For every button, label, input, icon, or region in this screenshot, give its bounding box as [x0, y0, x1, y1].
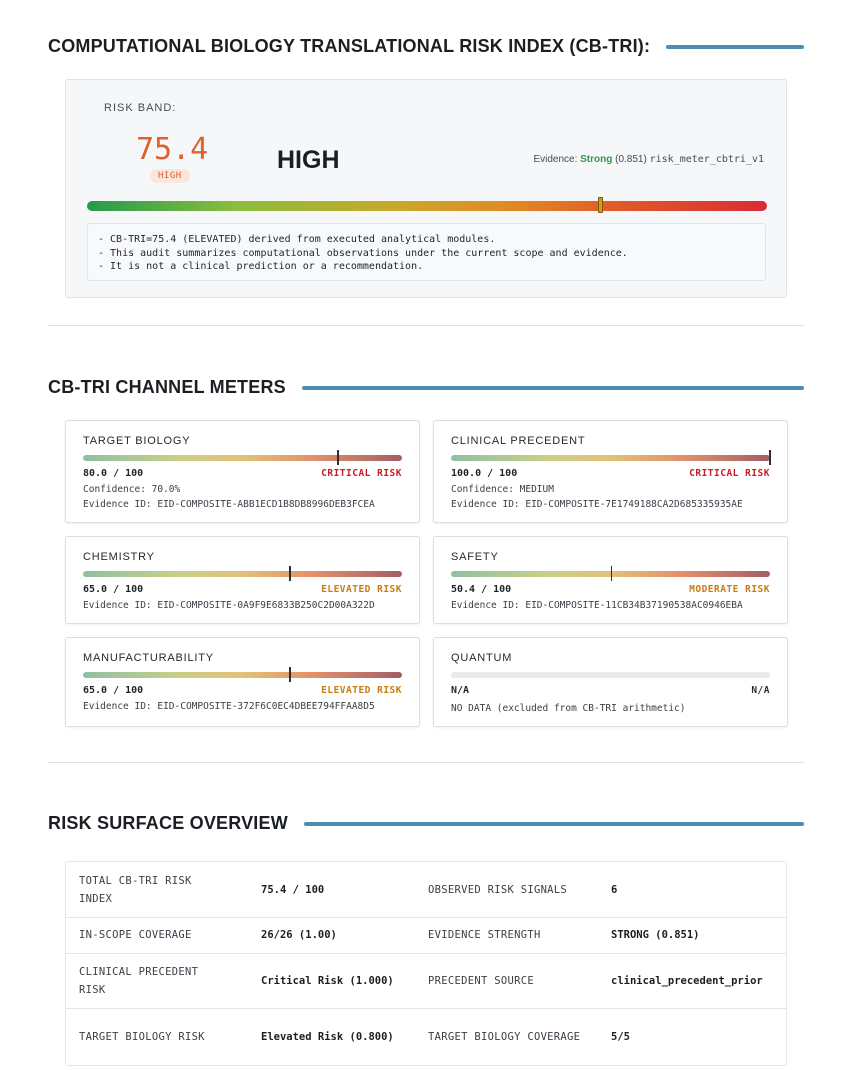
section-rule — [302, 386, 804, 390]
section-rule — [666, 45, 804, 49]
channel-risk-level: CRITICAL RISK — [321, 468, 402, 479]
row-label: PRECEDENT SOURCE — [428, 974, 534, 987]
risk-band-word: HIGH — [277, 146, 340, 174]
section-title: COMPUTATIONAL BIOLOGY TRANSLATIONAL RISK INDEX (CB-TRI): — [48, 36, 651, 56]
table-row — [66, 1008, 786, 1066]
channel-meter-card — [65, 420, 420, 523]
risk-note: - It is not a clinical prediction or a recommendation. — [98, 261, 424, 272]
risk-surface-overview-table — [65, 861, 787, 1066]
channel-value: 100.0 / 100 — [451, 468, 518, 479]
risk-note: - This audit summarizes computational observations under the current scope and evidence. — [98, 247, 628, 259]
row-value: 75.4 / 100 — [261, 883, 325, 896]
channel-risk-level: CRITICAL RISK — [689, 468, 770, 479]
row-label: TOTAL CB-TRI RISK INDEX — [79, 874, 192, 905]
section-title: RISK SURFACE OVERVIEW — [48, 813, 288, 833]
row-value: STRONG (0.851) — [611, 929, 700, 941]
row-value: 5/5 — [611, 1031, 630, 1043]
channel-detail: Confidence: MEDIUM — [451, 484, 554, 495]
row-label: TARGET BIOLOGY COVERAGE — [428, 1031, 581, 1043]
channel-detail: Confidence: 70.0% — [83, 484, 181, 495]
row-label: IN-SCOPE COVERAGE — [79, 929, 192, 941]
channel-name: CHEMISTRY — [83, 551, 155, 563]
channel-meter-track — [451, 672, 770, 678]
channel-detail: Evidence ID: EID-COMPOSITE-11CB34B37190538AC0946EBA — [451, 600, 743, 611]
channel-meter-track — [451, 455, 770, 461]
channel-meter-card — [65, 637, 420, 727]
divider — [48, 325, 804, 326]
row-value: clinical_precedent_prior — [611, 974, 763, 987]
section-rule — [304, 822, 804, 826]
risk-score: 75.4 — [136, 132, 209, 167]
channel-meter-tick — [611, 566, 613, 581]
evidence-value: (0.851) — [612, 154, 650, 165]
channel-value: 65.0 / 100 — [83, 584, 144, 595]
row-label: TARGET BIOLOGY RISK — [79, 1031, 205, 1043]
channel-risk-level: ELEVATED RISK — [321, 584, 402, 595]
channel-meter-card — [65, 536, 420, 624]
channel-detail: NO DATA (excluded from CB-TRI arithmetic) — [451, 703, 686, 714]
evidence-prefix: Evidence: — [533, 154, 581, 165]
channel-meter-tick — [769, 450, 771, 465]
table-row — [66, 862, 786, 918]
row-value: 26/26 (1.00) — [261, 929, 337, 941]
channel-value: 50.4 / 100 — [451, 584, 512, 595]
channel-meter-track — [451, 571, 770, 577]
channel-name: QUANTUM — [451, 652, 513, 664]
channel-meter-tick — [337, 450, 339, 465]
channel-name: TARGET BIOLOGY — [83, 435, 191, 447]
channel-meter-card — [433, 420, 788, 523]
channel-name: MANUFACTURABILITY — [83, 652, 214, 664]
channel-meter-tick — [289, 667, 291, 682]
channel-meter-track — [83, 672, 402, 678]
channel-value: 65.0 / 100 — [83, 685, 144, 696]
risk-band-label: RISK BAND: — [104, 102, 177, 114]
channel-meter-card — [433, 536, 788, 624]
row-label: OBSERVED RISK SIGNALS — [428, 883, 568, 896]
risk-notes — [87, 223, 766, 281]
row-label: CLINICAL PRECEDENT RISK — [79, 965, 199, 996]
channel-detail: Evidence ID: EID-COMPOSITE-0A9F9E6833B250C2D00A322D — [83, 600, 375, 611]
channel-detail: Evidence ID: EID-COMPOSITE-372F6C0EC4DBEE794FFAA8D5 — [83, 701, 375, 712]
section-title: CB-TRI CHANNEL METERS — [48, 377, 286, 397]
channel-risk-level: N/A — [751, 685, 770, 696]
risk-score-chip: HIGH — [150, 169, 190, 183]
evidence-summary — [533, 154, 764, 165]
row-label: EVIDENCE STRENGTH — [428, 929, 541, 941]
channel-value: 80.0 / 100 — [83, 468, 144, 479]
evidence-strength: Strong — [580, 154, 613, 165]
risk-marker — [598, 197, 603, 213]
divider — [48, 762, 804, 763]
channel-meter-track — [83, 455, 402, 461]
table-row — [66, 953, 786, 1009]
section-overview-header — [48, 813, 804, 834]
row-value: 6 — [611, 883, 618, 896]
table-row — [66, 917, 786, 954]
channel-value: N/A — [451, 685, 470, 696]
channel-name: CLINICAL PRECEDENT — [451, 435, 586, 447]
risk-band-card — [65, 79, 787, 298]
risk-note: - CB-TRI=75.4 (ELEVATED) derived from executed analytical modules. — [98, 234, 496, 245]
section-channel-meters-header — [48, 377, 804, 398]
row-value: Elevated Risk (0.800) — [261, 1031, 394, 1043]
channel-meter-tick — [289, 566, 291, 581]
channel-detail: Evidence ID: EID-COMPOSITE-ABB1ECD1B8DB8996DEB3FCEA — [83, 499, 375, 510]
risk-gradient-bar — [87, 201, 767, 211]
channel-name: SAFETY — [451, 551, 499, 563]
row-value: Critical Risk (1.000) — [261, 974, 394, 987]
section-risk-index-header — [48, 36, 804, 57]
channel-meter-track — [83, 571, 402, 577]
channel-risk-level: MODERATE RISK — [689, 584, 770, 595]
meter-id: risk_meter_cbtri_v1 — [649, 154, 764, 165]
channel-meter-card — [433, 637, 788, 727]
channel-risk-level: ELEVATED RISK — [321, 685, 402, 696]
channel-detail: Evidence ID: EID-COMPOSITE-7E1749188CA2D685335935AE — [451, 499, 743, 510]
